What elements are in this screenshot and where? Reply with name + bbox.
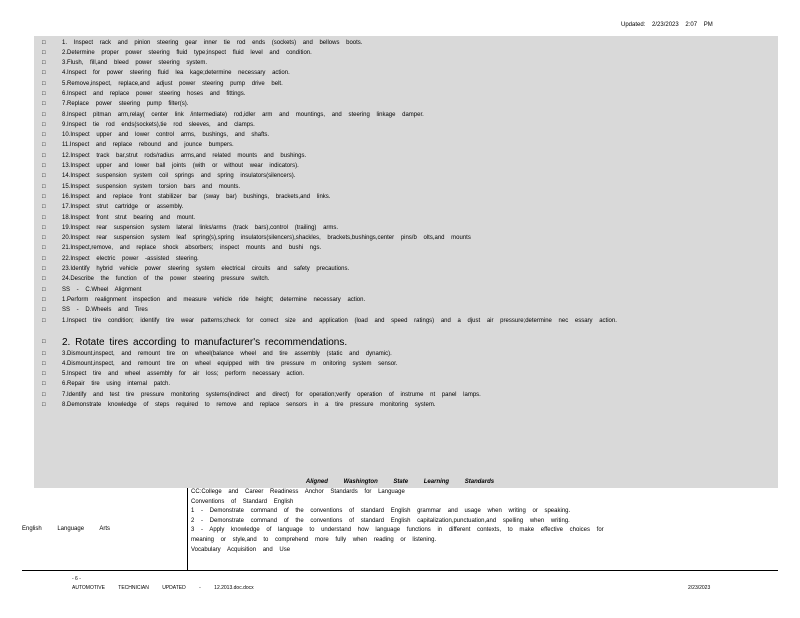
list-item <box>34 140 778 150</box>
list-item <box>34 390 778 400</box>
list-item <box>34 38 778 48</box>
list-item <box>34 274 778 284</box>
task-list <box>34 38 778 411</box>
list-item <box>34 120 778 130</box>
standard-line: meaning or style,and to comprehend more fully when reading or listening. <box>191 536 437 543</box>
checkbox-icon: □ <box>42 49 46 56</box>
list-item <box>34 305 778 315</box>
list-item-text: 24.Describe the function of the power steering pressure switch. <box>62 276 270 283</box>
list-item-text: 13.Inspect upper and lower ball joints (with or without wear indicators). <box>62 163 299 170</box>
list-item-text: 3.Flush, fill,and bleed power steering system. <box>62 60 208 67</box>
list-item-text: 3.Dismount,inspect, and remount tire on wheel(balance wheel and tire assembly (static and dynamic). <box>62 350 392 357</box>
list-item-text: 1.Perform realignment inspection and measure vehicle ride height; determine necessary action. <box>62 296 366 303</box>
checkbox-icon: □ <box>42 132 46 139</box>
checkbox-icon: □ <box>42 90 46 97</box>
checkbox-icon: □ <box>42 214 46 221</box>
checkbox-icon: □ <box>42 338 46 345</box>
checkbox-icon: □ <box>42 245 46 252</box>
checkbox-icon: □ <box>42 152 46 159</box>
list-item-text: 7.Replace power steering pump filter(s). <box>62 101 189 108</box>
list-item-text: 6.Repair tire using internal patch. <box>62 381 171 388</box>
list-item-text: 20.Inspect rear suspension system leaf spring(s),spring insulators(silencers),shackles, brackets,bushings,center pins/b olts,and mounts <box>62 235 471 242</box>
checkbox-icon: □ <box>42 80 46 87</box>
list-item <box>34 379 778 389</box>
list-item-text: 11.Inspect and replace rebound and jounce bumpers. <box>62 142 234 149</box>
checkbox-icon: □ <box>42 142 46 149</box>
standard-line: 1 - Demonstrate command of the conventions of standard English grammar and usage when writing or speaking. <box>191 508 571 515</box>
list-item-text: 18.Inspect front strut bearing and mount. <box>62 214 196 221</box>
list-item-text: 9.Inspect tie rod ends(sockets),tie rod sleeves, and clamps. <box>62 121 255 128</box>
checkbox-icon: □ <box>42 235 46 242</box>
list-item-text: 7.Identify and test tire pressure monitoring systems(indirect and direct) for operation;verify operation of instrume nt panel lamps. <box>62 391 481 398</box>
standards-cell <box>187 488 774 570</box>
list-item-text: 14.Inspect suspension system coil springs and spring insulators(silencers). <box>62 173 296 180</box>
list-item-text: 5.Inspect tire and wheel assembly for air loss; perform necessary action. <box>62 371 305 378</box>
list-item <box>34 336 778 349</box>
list-item <box>34 171 778 181</box>
checkbox-icon: □ <box>42 111 46 118</box>
list-item <box>34 243 778 253</box>
list-item <box>34 110 778 120</box>
list-item-text: 22.Inspect electric power -assisted steering. <box>62 255 199 262</box>
list-item <box>34 151 778 161</box>
updated-timestamp: Updated: 2/23/2023 2:07 PM <box>621 22 713 28</box>
list-item-text: SS - D.Wheels and Tires <box>62 307 148 314</box>
list-item-text: 8.Demonstrate knowledge of steps required to remove and replace sensors in a tire pressure monitoring system. <box>62 402 436 408</box>
list-item <box>34 202 778 212</box>
list-item-text: 5.Remove,inspect, replace,and adjust power steering pump drive belt. <box>62 80 283 87</box>
list-item <box>34 89 778 99</box>
checkbox-icon: □ <box>42 350 46 357</box>
checkbox-icon: □ <box>42 276 46 283</box>
list-item <box>34 99 778 109</box>
checkbox-icon: □ <box>42 402 46 408</box>
list-item <box>34 285 778 295</box>
checkbox-icon: □ <box>42 183 46 190</box>
list-item-text: 1. Inspect rack and pinion steering gear inner tie rod ends (sockets) and bellows boots. <box>62 39 363 46</box>
standards-category: English Language Arts <box>22 526 111 532</box>
list-item-text: 2. Rotate tires according to manufacturer's recommendations. <box>62 336 348 348</box>
standard-line: 3 - Apply knowledge of language to understand how language functions in different contexts, to make effective choices for <box>191 527 604 534</box>
checkbox-icon: □ <box>42 381 46 388</box>
checkbox-icon: □ <box>42 371 46 378</box>
list-item-text: SS - C.Wheel Alignment <box>62 286 142 293</box>
checkbox-icon: □ <box>42 360 46 367</box>
list-item <box>34 58 778 68</box>
list-item-text: 15.Inspect suspension system torsion bars and mounts. <box>62 183 241 190</box>
checkbox-icon: □ <box>42 255 46 262</box>
standard-line: 2 - Demonstrate command of the conventions of standard English capitalization,punctuation,and spelling when writing. <box>191 517 570 524</box>
list-item-text: 1.Inspect tire condition; identify tire wear patterns;check for correct size and application (load and speed ratings) and a djust air pressure;determine nec essary action. <box>62 317 617 324</box>
checkbox-icon: □ <box>42 286 46 293</box>
list-item <box>34 213 778 223</box>
list-item-text: 17.Inspect strut cartridge or assembly. <box>62 204 184 211</box>
list-item <box>34 68 778 78</box>
standards-heading: Aligned Washington State Learning Standards <box>305 479 495 485</box>
checkbox-icon: □ <box>42 204 46 211</box>
list-item <box>34 369 778 379</box>
checkbox-icon: □ <box>42 173 46 180</box>
footer-document-name: AUTOMOTIVE TECHNICIAN UPDATED - 12.2013.doc.docx <box>72 585 254 591</box>
checkbox-icon: □ <box>42 224 46 231</box>
list-item <box>34 48 778 58</box>
list-item-text: 6.Inspect and replace power steering hoses and fittings. <box>62 90 246 97</box>
checkbox-icon: □ <box>42 60 46 67</box>
list-item <box>34 316 778 336</box>
list-item-text: 16.Inspect and replace front stabilizer bar (sway bar) bushings, brackets,and links. <box>62 193 331 200</box>
list-item <box>34 254 778 264</box>
checkbox-icon: □ <box>42 121 46 128</box>
list-item-text: 4.Dismount,inspect, and remount tire on wheel equipped with tire pressure m onitoring system sensor. <box>62 360 398 367</box>
standard-line: Vocabulary Acquisition and Use <box>191 546 291 553</box>
standards-table <box>22 488 778 571</box>
checkbox-icon: □ <box>42 317 46 324</box>
list-item <box>34 264 778 274</box>
list-item <box>34 295 778 305</box>
list-item-text: 2.Determine proper power steering fluid type;inspect fluid level and condition. <box>62 49 312 56</box>
list-item-text: 19.Inspect rear suspension system lateral links/arms (track bars),control (trailing) arms. <box>62 224 339 231</box>
list-item-text: 12.Inspect track bar,strut rods/radius arms,and related mounts and bushings. <box>62 152 307 159</box>
list-item <box>34 192 778 202</box>
checkbox-icon: □ <box>42 193 46 200</box>
list-item <box>34 349 778 359</box>
footer-date: 2/23/2023 <box>688 585 711 591</box>
list-item <box>34 400 778 410</box>
checkbox-icon: □ <box>42 391 46 398</box>
standard-line: Conventions of Standard English <box>191 498 294 505</box>
checkbox-icon: □ <box>42 296 46 303</box>
list-item <box>34 223 778 233</box>
list-item <box>34 130 778 140</box>
list-item <box>34 233 778 243</box>
checkbox-icon: □ <box>42 266 46 273</box>
checkbox-icon: □ <box>42 163 46 170</box>
list-item <box>34 161 778 171</box>
list-item-text: 4.Inspect for power steering fluid lea kage;determine necessary action. <box>62 70 290 77</box>
checkbox-icon: □ <box>42 39 46 46</box>
list-item <box>34 182 778 192</box>
checkbox-icon: □ <box>42 307 46 314</box>
checkbox-icon: □ <box>42 101 46 108</box>
list-item-text: 10.Inspect upper and lower control arms, bushings, and shafts. <box>62 132 270 139</box>
list-item-text: 21.Inspect,remove, and replace shock absorbers; inspect mounts and bushi ngs. <box>62 245 322 252</box>
checkbox-icon: □ <box>42 70 46 77</box>
standard-line: CC:College and Career Readiness Anchor Standards for Language <box>191 489 405 495</box>
list-item-text: 23.Identify hybrid vehicle power steering system electrical circuits and safety precautions. <box>62 266 350 273</box>
page-number: - 6 - <box>72 576 81 582</box>
list-item-text: 8.Inspect pitman arm,relay( center link /intermediate) rod,idler arm and mountings, and steering linkage damper. <box>62 111 424 118</box>
list-item <box>34 359 778 369</box>
list-item <box>34 79 778 89</box>
